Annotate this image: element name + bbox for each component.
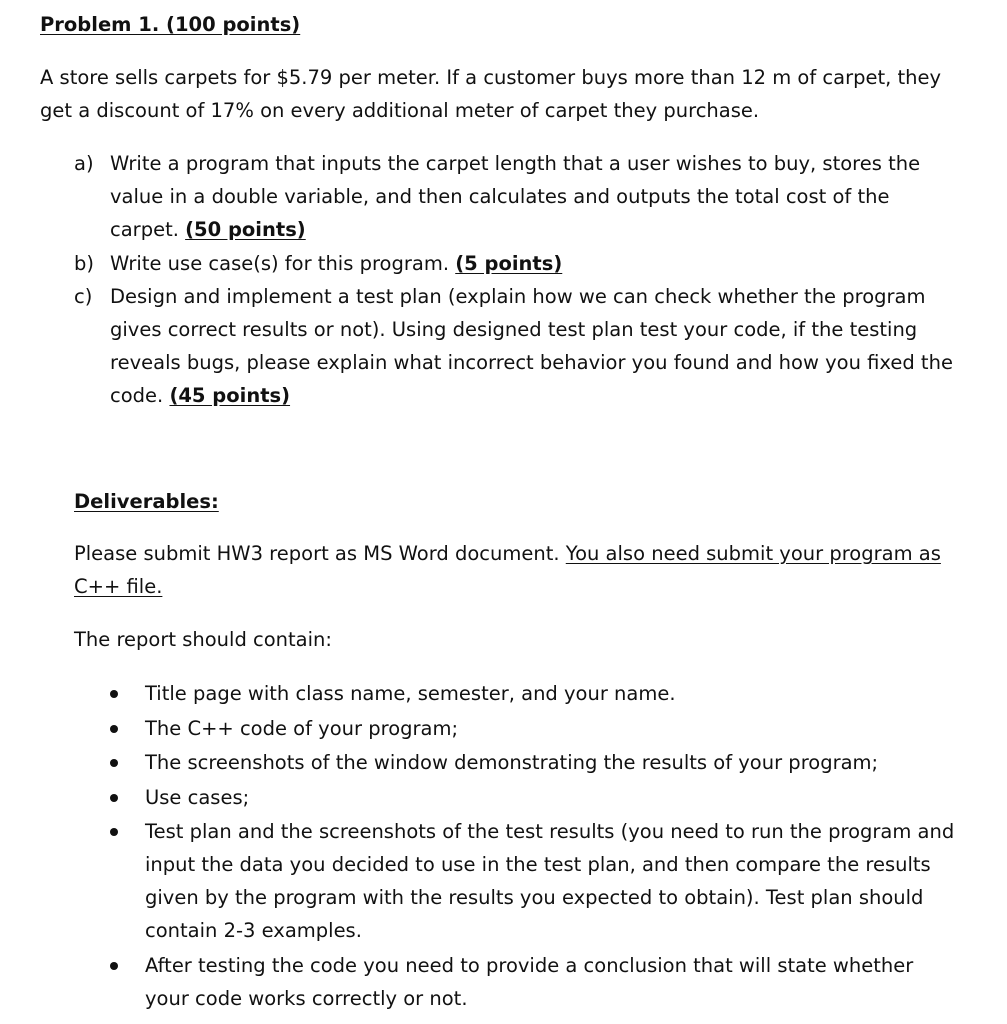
list-item [108,746,958,779]
bullet-icon [110,759,118,767]
task-letter: c) [74,285,93,308]
task-a [74,147,964,246]
list-item-text: Use cases; [145,785,250,809]
task-body [110,247,964,280]
list-item-text: The C++ code of your program; [145,716,459,740]
task-body [110,280,964,412]
problem-intro: A store sells carpets for $5.79 per meter. If a customer buys more than 12 m of carpet, they get a discount of 17% on every additional meter of carpet they purchase. [40,66,942,122]
task-text: Write use case(s) for this program. [110,252,456,275]
report-requirements-list [108,677,958,1016]
list-item [108,781,958,814]
bullet-icon [110,828,118,836]
problem-title: Problem 1. (100 points) [40,13,301,36]
list-item-text: Test plan and the screenshots of the test results (you need to run the program and input the data you decided to use in the test plan, and then compare the results given by the program with the results you expected to obtain). Test plan should contain 2-3 examples. [145,820,955,942]
task-letter: a) [74,152,94,175]
task-text: Design and implement a test plan (explain how we can check whether the program gives correct results or not). Using designed test plan test your code, if the testing reveals bugs, please explain what incorrect behavior you found and how you fixed the code. [110,285,953,407]
list-item [108,815,958,947]
list-item [108,712,958,745]
list-item-text: Title page with class name, semester, and your name. [145,682,676,705]
submit-note [74,537,954,603]
submit-text: Please submit HW3 report as MS Word document. [74,542,566,565]
task-body [110,147,964,246]
bullet-icon [110,690,118,698]
submit-underlined-text: You also need submit your program as C++ file. [74,542,941,598]
task-points: (45 points) [169,384,291,407]
deliverables-heading: Deliverables: [74,490,219,513]
task-c [74,280,964,412]
task-points: (50 points) [185,218,306,241]
report-contents-intro: The report should contain: [74,628,332,651]
bullet-icon [110,962,118,970]
list-item [108,677,958,710]
list-item-text: The screenshots of the window demonstrating the results of your program; [145,751,879,774]
list-item-text: After testing the code you need to provide a conclusion that will state whether your code works correctly or not. [145,953,914,1010]
list-item [108,949,958,1015]
task-b [74,247,964,280]
task-letter: b) [74,252,94,275]
task-text: Write a program that inputs the carpet length that a user wishes to buy, stores the value in a double variable, and then calculates and outputs the total cost of the carpet. [110,152,921,241]
task-points: (5 points) [455,252,563,275]
bullet-icon [110,725,118,733]
bullet-icon [110,794,118,802]
